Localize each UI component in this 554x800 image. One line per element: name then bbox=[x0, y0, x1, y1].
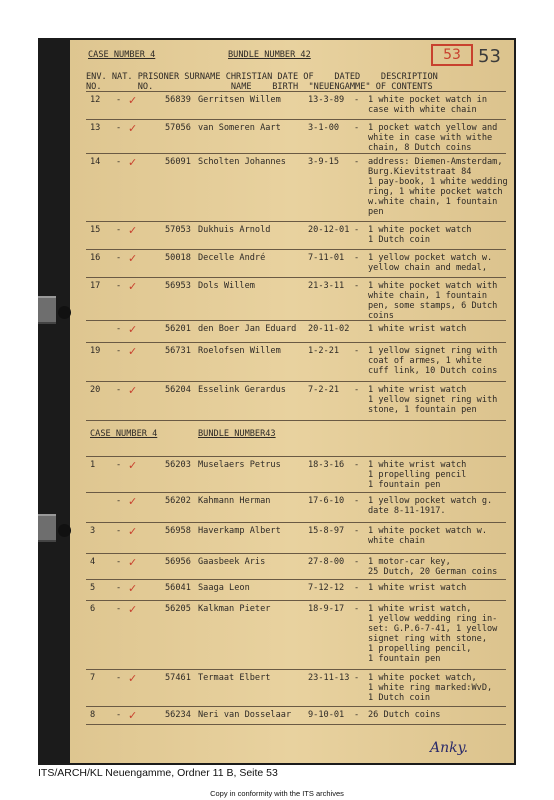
prisoner-name: Gaasbeek Aris bbox=[198, 557, 266, 567]
description-line: 1 propelling pencil bbox=[368, 470, 467, 480]
description-line: pen bbox=[368, 207, 384, 217]
envelope-number: 8 bbox=[90, 710, 96, 720]
description-line: 1 yellow pocket watch g. bbox=[368, 496, 493, 506]
description-line: 1 white pocket watch in bbox=[368, 95, 487, 105]
case-header-2: CASE NUMBER 4 bbox=[90, 429, 158, 439]
document-sheet bbox=[70, 40, 514, 763]
date-of-birth: 18-3-16 bbox=[308, 460, 345, 470]
nationality-dash: - bbox=[116, 123, 122, 133]
red-check-mark: ✓ bbox=[128, 323, 138, 336]
red-check-mark: ✓ bbox=[128, 384, 138, 397]
description-line: 1 fountain pen bbox=[368, 480, 441, 490]
dated-neuengamme: - bbox=[354, 604, 360, 614]
date-of-birth: 20-11-02 bbox=[308, 324, 350, 334]
nationality-dash: - bbox=[116, 604, 122, 614]
red-check-mark: ✓ bbox=[128, 94, 138, 107]
description-line: 25 Dutch, 20 German coins bbox=[368, 567, 498, 577]
envelope-number: 12 bbox=[90, 95, 101, 105]
nationality-dash: - bbox=[116, 385, 122, 395]
row-divider bbox=[86, 381, 506, 382]
nationality-dash: - bbox=[116, 460, 122, 470]
date-of-birth: 9-10-01 bbox=[308, 710, 345, 720]
description-line: case with white chain bbox=[368, 105, 477, 115]
prisoner-name: Dukhuis Arnold bbox=[198, 225, 271, 235]
red-check-mark: ✓ bbox=[128, 603, 138, 616]
description-line: 1 white pocket watch w. bbox=[368, 526, 487, 536]
prisoner-name: Neri van Dosselaar bbox=[198, 710, 292, 720]
row-divider bbox=[86, 249, 506, 250]
date-of-birth: 1-2-21 bbox=[308, 346, 340, 356]
red-check-mark: ✓ bbox=[128, 495, 138, 508]
archive-caption: ITS/ARCH/KL Neuengamme, Ordner 11 B, Seite 53 bbox=[38, 767, 278, 779]
description-line: 1 white wrist watch, bbox=[368, 604, 472, 614]
dated-neuengamme: - bbox=[354, 710, 360, 720]
date-of-birth: 13-3-89 bbox=[308, 95, 345, 105]
description-line: 1 Dutch coin bbox=[368, 235, 431, 245]
description-line: 1 white wrist watch bbox=[368, 324, 467, 334]
prisoner-number: 56201 bbox=[165, 324, 191, 334]
date-of-birth: 7-2-21 bbox=[308, 385, 340, 395]
prisoner-name: Kalkman Pieter bbox=[198, 604, 271, 614]
red-check-mark: ✓ bbox=[128, 252, 138, 265]
nationality-dash: - bbox=[116, 583, 122, 593]
red-stamp-number: 53 bbox=[431, 44, 473, 66]
prisoner-number: 56202 bbox=[165, 496, 191, 506]
prisoner-name: Saaga Leon bbox=[198, 583, 250, 593]
description-line: pen, some stamps, 6 Dutch bbox=[368, 301, 498, 311]
punch-hole bbox=[58, 524, 71, 537]
red-check-mark: ✓ bbox=[128, 672, 138, 685]
row-divider bbox=[86, 420, 506, 421]
dated-neuengamme: - bbox=[354, 123, 360, 133]
scanned-page bbox=[38, 38, 516, 765]
binder-clip bbox=[38, 514, 56, 542]
nationality-dash: - bbox=[116, 673, 122, 683]
red-check-mark: ✓ bbox=[128, 556, 138, 569]
description-line: w.white chain, 1 fountain bbox=[368, 197, 498, 207]
bundle-header: BUNDLE NUMBER 42 bbox=[228, 50, 311, 60]
nationality-dash: - bbox=[116, 710, 122, 720]
dated-neuengamme: - bbox=[354, 225, 360, 235]
dated-neuengamme: - bbox=[354, 496, 360, 506]
column-headers-line2: NO. NO. NAME BIRTH "NEUENGAMME" OF CONTENTS bbox=[86, 82, 433, 92]
date-of-birth: 3-1-00 bbox=[308, 123, 340, 133]
row-divider bbox=[86, 522, 506, 523]
dated-neuengamme: - bbox=[354, 460, 360, 470]
description-line: ring, 1 white pocket watch bbox=[368, 187, 503, 197]
nationality-dash: - bbox=[116, 557, 122, 567]
envelope-number: 17 bbox=[90, 281, 101, 291]
description-line: 1 white wrist watch bbox=[368, 460, 467, 470]
prisoner-number: 56234 bbox=[165, 710, 191, 720]
description-line: 1 white pocket watch bbox=[368, 225, 472, 235]
prisoner-name: Esselink Gerardus bbox=[198, 385, 286, 395]
dated-neuengamme: - bbox=[354, 557, 360, 567]
row-divider bbox=[86, 669, 506, 670]
date-of-birth: 17-6-10 bbox=[308, 496, 345, 506]
envelope-number: 5 bbox=[90, 583, 96, 593]
envelope-number: 13 bbox=[90, 123, 101, 133]
envelope-number: 14 bbox=[90, 157, 101, 167]
prisoner-number: 56731 bbox=[165, 346, 191, 356]
row-divider bbox=[86, 600, 506, 601]
prisoner-name: Kahmann Herman bbox=[198, 496, 271, 506]
row-divider bbox=[86, 706, 506, 707]
dated-neuengamme: - bbox=[354, 95, 360, 105]
nationality-dash: - bbox=[116, 346, 122, 356]
red-check-mark: ✓ bbox=[128, 582, 138, 595]
column-headers-line1: ENV. NAT. PRISONER SURNAME CHRISTIAN DATE OF DATED DESCRIPTION bbox=[86, 72, 438, 82]
row-divider bbox=[86, 724, 506, 725]
conformity-footer: Copy in conformity with the ITS archives bbox=[210, 789, 344, 798]
description-line: set: G.P.6-7-41, 1 yellow bbox=[368, 624, 498, 634]
prisoner-name: Decelle André bbox=[198, 253, 266, 263]
envelope-number: 20 bbox=[90, 385, 101, 395]
row-divider bbox=[86, 456, 506, 457]
envelope-number: 1 bbox=[90, 460, 96, 470]
description-line: 1 yellow wedding ring in- bbox=[368, 614, 498, 624]
handwritten-page-number: 53 bbox=[478, 46, 501, 67]
red-check-mark: ✓ bbox=[128, 525, 138, 538]
nationality-dash: - bbox=[116, 253, 122, 263]
prisoner-number: 56958 bbox=[165, 526, 191, 536]
nationality-dash: - bbox=[116, 526, 122, 536]
date-of-birth: 20-12-01 bbox=[308, 225, 350, 235]
prisoner-name: Haverkamp Albert bbox=[198, 526, 281, 536]
case-header: CASE NUMBER 4 bbox=[88, 50, 156, 60]
row-divider bbox=[86, 579, 506, 580]
description-line: signet ring with stone, bbox=[368, 634, 487, 644]
description-line: 1 Dutch coin bbox=[368, 693, 431, 703]
description-line: 1 white pocket watch with bbox=[368, 281, 498, 291]
red-check-mark: ✓ bbox=[128, 280, 138, 293]
envelope-number: 19 bbox=[90, 346, 101, 356]
description-line: white chain, 1 fountain bbox=[368, 291, 487, 301]
description-line: 1 motor-car key, bbox=[368, 557, 451, 567]
prisoner-number: 56091 bbox=[165, 157, 191, 167]
nationality-dash: - bbox=[116, 496, 122, 506]
prisoner-name: Muselaers Petrus bbox=[198, 460, 281, 470]
dated-neuengamme: - bbox=[354, 157, 360, 167]
row-divider bbox=[86, 320, 506, 321]
prisoner-number: 57461 bbox=[165, 673, 191, 683]
date-of-birth: 18-9-17 bbox=[308, 604, 345, 614]
description-line: 1 yellow signet ring with bbox=[368, 346, 498, 356]
binder-clip bbox=[38, 296, 56, 324]
prisoner-number: 57053 bbox=[165, 225, 191, 235]
description-line: chain, 8 Dutch coins bbox=[368, 143, 472, 153]
description-line: Burg.Kievitstraat 84 bbox=[368, 167, 472, 177]
description-line: 1 pay-book, 1 white wedding bbox=[368, 177, 508, 187]
description-line: white in case with withe bbox=[368, 133, 493, 143]
prisoner-number: 50018 bbox=[165, 253, 191, 263]
date-of-birth: 7-11-01 bbox=[308, 253, 345, 263]
description-line: yellow chain and medal, bbox=[368, 263, 487, 273]
row-divider bbox=[86, 153, 506, 154]
description-line: coat of armes, 1 white bbox=[368, 356, 482, 366]
red-check-mark: ✓ bbox=[128, 156, 138, 169]
description-line: stone, 1 fountain pen bbox=[368, 405, 477, 415]
nationality-dash: - bbox=[116, 225, 122, 235]
description-line: 1 yellow signet ring with bbox=[368, 395, 498, 405]
date-of-birth: 3-9-15 bbox=[308, 157, 340, 167]
dated-neuengamme: - bbox=[354, 583, 360, 593]
description-line: 1 white wrist watch bbox=[368, 583, 467, 593]
prisoner-name: den Boer Jan Eduard bbox=[198, 324, 297, 334]
description-line: 1 white wrist watch bbox=[368, 385, 467, 395]
nationality-dash: - bbox=[116, 95, 122, 105]
description-line: 1 propelling pencil, bbox=[368, 644, 472, 654]
row-divider bbox=[86, 492, 506, 493]
red-check-mark: ✓ bbox=[128, 224, 138, 237]
row-divider bbox=[86, 119, 506, 120]
prisoner-number: 56205 bbox=[165, 604, 191, 614]
description-line: coins bbox=[368, 311, 394, 321]
prisoner-name: Termaat Elbert bbox=[198, 673, 271, 683]
dated-neuengamme: - bbox=[354, 346, 360, 356]
date-of-birth: 7-12-12 bbox=[308, 583, 345, 593]
prisoner-number: 57056 bbox=[165, 123, 191, 133]
nationality-dash: - bbox=[116, 281, 122, 291]
envelope-number: 4 bbox=[90, 557, 96, 567]
red-check-mark: ✓ bbox=[128, 709, 138, 722]
description-line: 1 white pocket watch, bbox=[368, 673, 477, 683]
punch-hole bbox=[58, 306, 71, 319]
bundle-header-2: BUNDLE NUMBER43 bbox=[198, 429, 276, 439]
red-check-mark: ✓ bbox=[128, 122, 138, 135]
prisoner-number: 56953 bbox=[165, 281, 191, 291]
description-line: 26 Dutch coins bbox=[368, 710, 441, 720]
red-check-mark: ✓ bbox=[128, 459, 138, 472]
dated-neuengamme: - bbox=[354, 385, 360, 395]
row-divider bbox=[86, 553, 506, 554]
prisoner-number: 56041 bbox=[165, 583, 191, 593]
date-of-birth: 23-11-13 bbox=[308, 673, 350, 683]
row-divider bbox=[86, 342, 506, 343]
date-of-birth: 15-8-97 bbox=[308, 526, 345, 536]
row-divider bbox=[86, 221, 506, 222]
envelope-number: 16 bbox=[90, 253, 101, 263]
description-line: white chain bbox=[368, 536, 425, 546]
prisoner-number: 56204 bbox=[165, 385, 191, 395]
prisoner-number: 56839 bbox=[165, 95, 191, 105]
date-of-birth: 27-8-00 bbox=[308, 557, 345, 567]
description-line: 1 fountain pen bbox=[368, 654, 441, 664]
description-line: address: Diemen-Amsterdam, bbox=[368, 157, 503, 167]
row-divider bbox=[86, 277, 506, 278]
dated-neuengamme: - bbox=[354, 673, 360, 683]
envelope-number: 3 bbox=[90, 526, 96, 536]
row-divider bbox=[86, 91, 506, 92]
envelope-number: 7 bbox=[90, 673, 96, 683]
prisoner-name: Scholten Johannes bbox=[198, 157, 286, 167]
envelope-number: 15 bbox=[90, 225, 101, 235]
dated-neuengamme: - bbox=[354, 281, 360, 291]
description-line: 1 white ring marked:WvD, bbox=[368, 683, 493, 693]
prisoner-name: van Someren Aart bbox=[198, 123, 281, 133]
description-line: cuff link, 10 Dutch coins bbox=[368, 366, 498, 376]
description-line: 1 pocket watch yellow and bbox=[368, 123, 498, 133]
signature: Anky. bbox=[430, 740, 469, 756]
nationality-dash: - bbox=[116, 324, 122, 334]
prisoner-number: 56203 bbox=[165, 460, 191, 470]
envelope-number: 6 bbox=[90, 604, 96, 614]
prisoner-number: 56956 bbox=[165, 557, 191, 567]
dated-neuengamme: - bbox=[354, 526, 360, 536]
red-check-mark: ✓ bbox=[128, 345, 138, 358]
description-line: 1 yellow pocket watch w. bbox=[368, 253, 493, 263]
date-of-birth: 21-3-11 bbox=[308, 281, 345, 291]
nationality-dash: - bbox=[116, 157, 122, 167]
prisoner-name: Gerritsen Willem bbox=[198, 95, 281, 105]
description-line: date 8-11-1917. bbox=[368, 506, 446, 516]
prisoner-name: Roelofsen Willem bbox=[198, 346, 281, 356]
prisoner-name: Dols Willem bbox=[198, 281, 255, 291]
dated-neuengamme: - bbox=[354, 253, 360, 263]
